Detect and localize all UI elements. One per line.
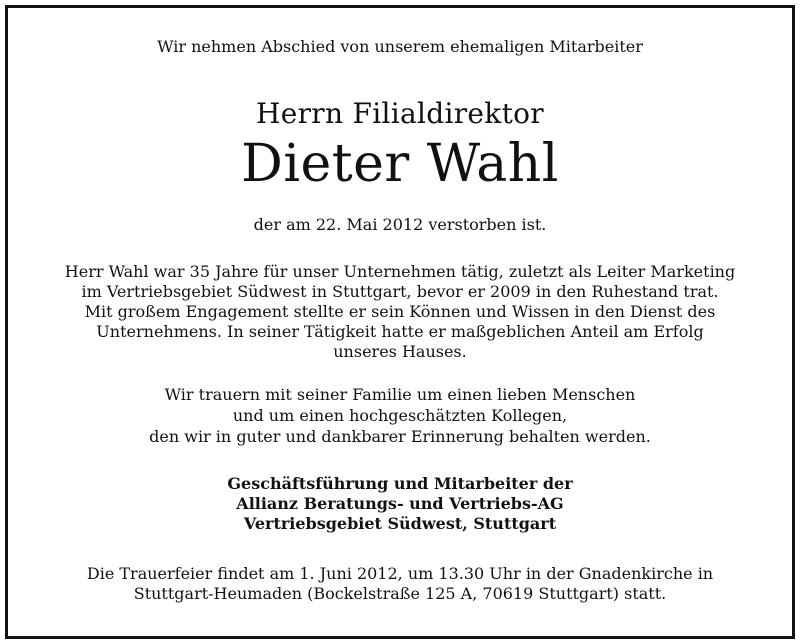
- deceased-name: [0, 134, 800, 194]
- biography-paragraph: [0, 262, 800, 362]
- biography-line: Herr Wahl war 35 Jahre für unser Unternehmen tätig, zuletzt als Leiter Marketing: [64, 262, 736, 281]
- biography-line: unseres Hauses.: [333, 342, 467, 361]
- death-notice: [0, 214, 800, 236]
- biography-line: Mit großem Engagement stellte er sein Können und Wissen in den Dienst des: [84, 302, 716, 321]
- mourning-line: den wir in guter und dankbarer Erinnerung behalten werden.: [149, 427, 651, 446]
- funeral-info: [0, 564, 800, 604]
- intro-line: Wir nehmen Abschied von unserem ehemaligen Mitarbeiter: [157, 37, 643, 56]
- mourning-line: Wir trauern mit seiner Familie um einen lieben Menschen: [164, 385, 636, 404]
- biography-line: Unternehmens. In seiner Tätigkeit hatte er maßgeblichen Anteil am Erfolg: [96, 322, 704, 341]
- funeral-line: Stuttgart-Heumaden (Bockelstraße 125 A, 70619 Stuttgart) statt.: [133, 584, 667, 603]
- intro-text: [0, 36, 800, 58]
- sender-line: Geschäftsführung und Mitarbeiter der: [227, 474, 573, 493]
- sender-line: Allianz Beratungs- und Vertriebs-AG: [236, 494, 564, 513]
- mourning-paragraph: [0, 384, 800, 447]
- biography-line: im Vertriebsgebiet Südwest in Stuttgart, bevor er 2009 in den Ruhestand trat.: [81, 282, 719, 301]
- death-line: der am 22. Mai 2012 verstorben ist.: [253, 215, 547, 234]
- honorific-title: [0, 96, 800, 132]
- mourning-line: und um einen hochgeschätzten Kollegen,: [232, 406, 568, 425]
- honorific-line: Herrn Filialdirektor: [256, 97, 544, 130]
- sender-line: Vertriebsgebiet Südwest, Stuttgart: [243, 514, 557, 533]
- sender-block: [0, 474, 800, 534]
- funeral-line: Die Trauerfeier findet am 1. Juni 2012, um 13.30 Uhr in der Gnadenkirche in: [86, 564, 714, 583]
- name-line: Dieter Wahl: [241, 134, 559, 194]
